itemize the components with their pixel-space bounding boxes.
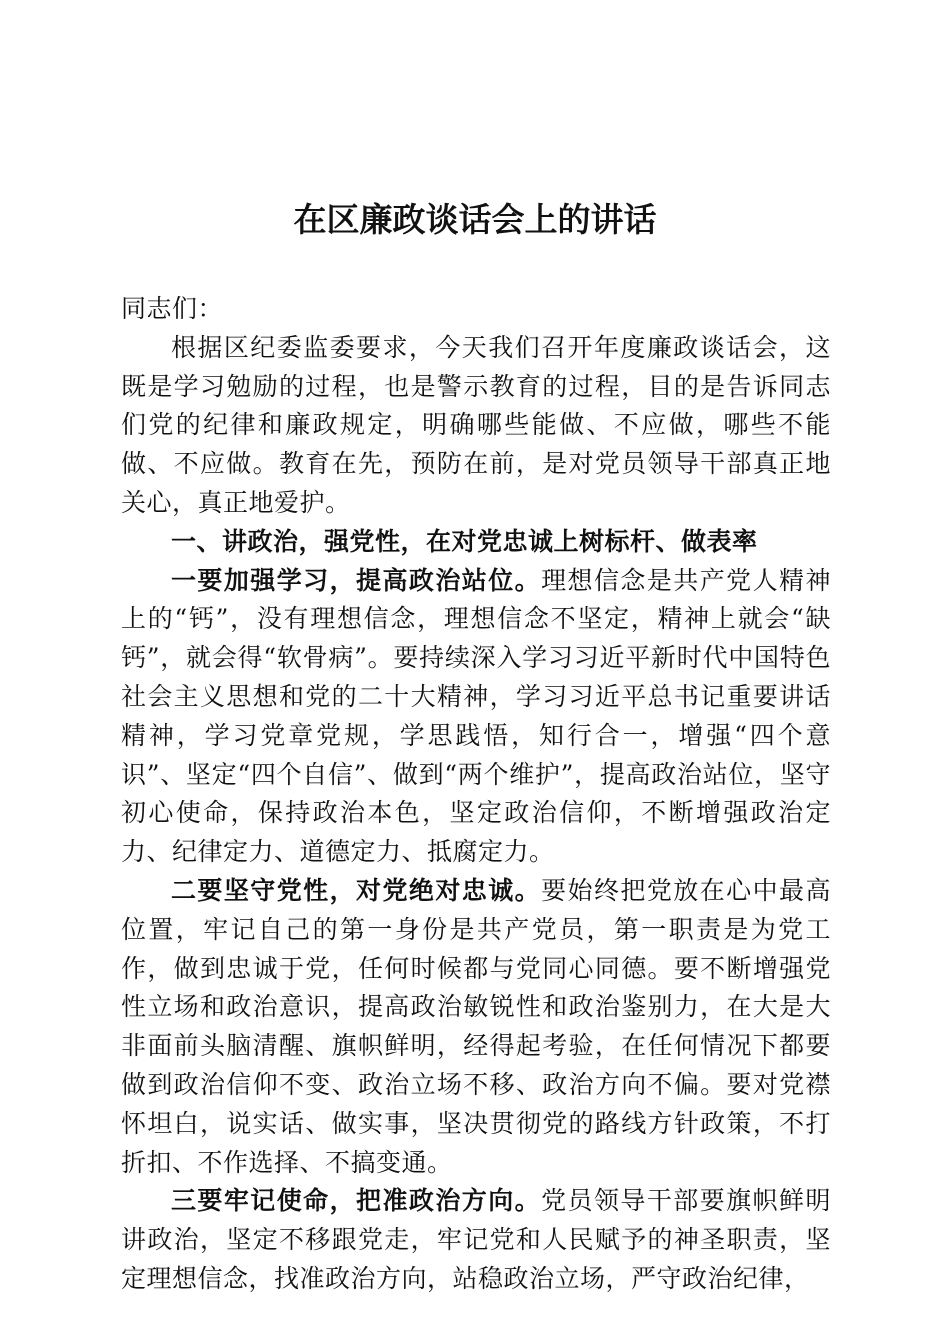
document-title: 在区廉政谈话会上的讲话 xyxy=(293,200,657,239)
point-1-paragraph xyxy=(121,562,831,872)
point-1-text: 理想信念是共产党人精神上的“钙”，没有理想信念，理想信念不坚定，精神上就会“缺钙”，就会得“软骨病”。要持续深入学习习近平新时代中国特色社会主义思想和党的二十大精神，学习习近平总书记重要讲话精神，学习党章党规，学思践悟，知行合一，增强“四个意识”、坚定“四个自信”、做到“两个维护”，提高政治站位，坚守初心使命，保持政治本色，坚定政治信仰，不断增强政治定力、纪律定力、道德定力、抵腐定力。 xyxy=(121,565,831,867)
intro-paragraph: 根据区纪委监委要求，今天我们召开年度廉政谈话会，这既是学习勉励的过程，也是警示教育的过程，目的是告诉同志们党的纪律和廉政规定，明确哪些能做、不应做，哪些不能做、不应做。教育在先，预防在前，是对党员领导干部真正地关心，真正地爱护。 xyxy=(121,332,831,517)
point-3-text: 党员领导干部要旗帜鲜明讲政治，坚定不移跟党走，牢记党和人民赋予的神圣职责，坚定理想信念，找准政治方向，站稳政治立场，严守政治纪律， xyxy=(121,1186,831,1293)
point-3-paragraph xyxy=(121,1182,831,1298)
point-2-text: 要始终把党放在心中最高位置，牢记自己的第一身份是共产党员，第一职责是为党工作，做到忠诚于党，任何时候都与党同心同德。要不断增强党性立场和政治意识，提高政治敏锐性和政治鉴别力，在大是大非面前头脑清醒、旗帜鲜明，经得起考验，在任何情况下都要做到政治信仰不变、政治立场不移、政治方向不偏。要对党襟怀坦白，说实话、做实事，坚决贯彻党的路线方针政策，不打折扣、不作选择、不搞变通。 xyxy=(121,875,831,1177)
point-1-lead: 一要加强学习，提高政治站位。 xyxy=(171,565,542,595)
section-heading-1: 一、讲政治，强党性，在对党忠诚上树标杆、做表率 xyxy=(171,526,758,556)
point-2-lead: 二要坚守党性，对党绝对忠诚。 xyxy=(171,875,542,905)
point-3-lead: 三要牢记使命，把准政治方向。 xyxy=(171,1186,542,1216)
document-body xyxy=(121,290,831,1299)
point-2-paragraph xyxy=(121,872,831,1182)
salutation: 同志们： xyxy=(121,294,224,323)
